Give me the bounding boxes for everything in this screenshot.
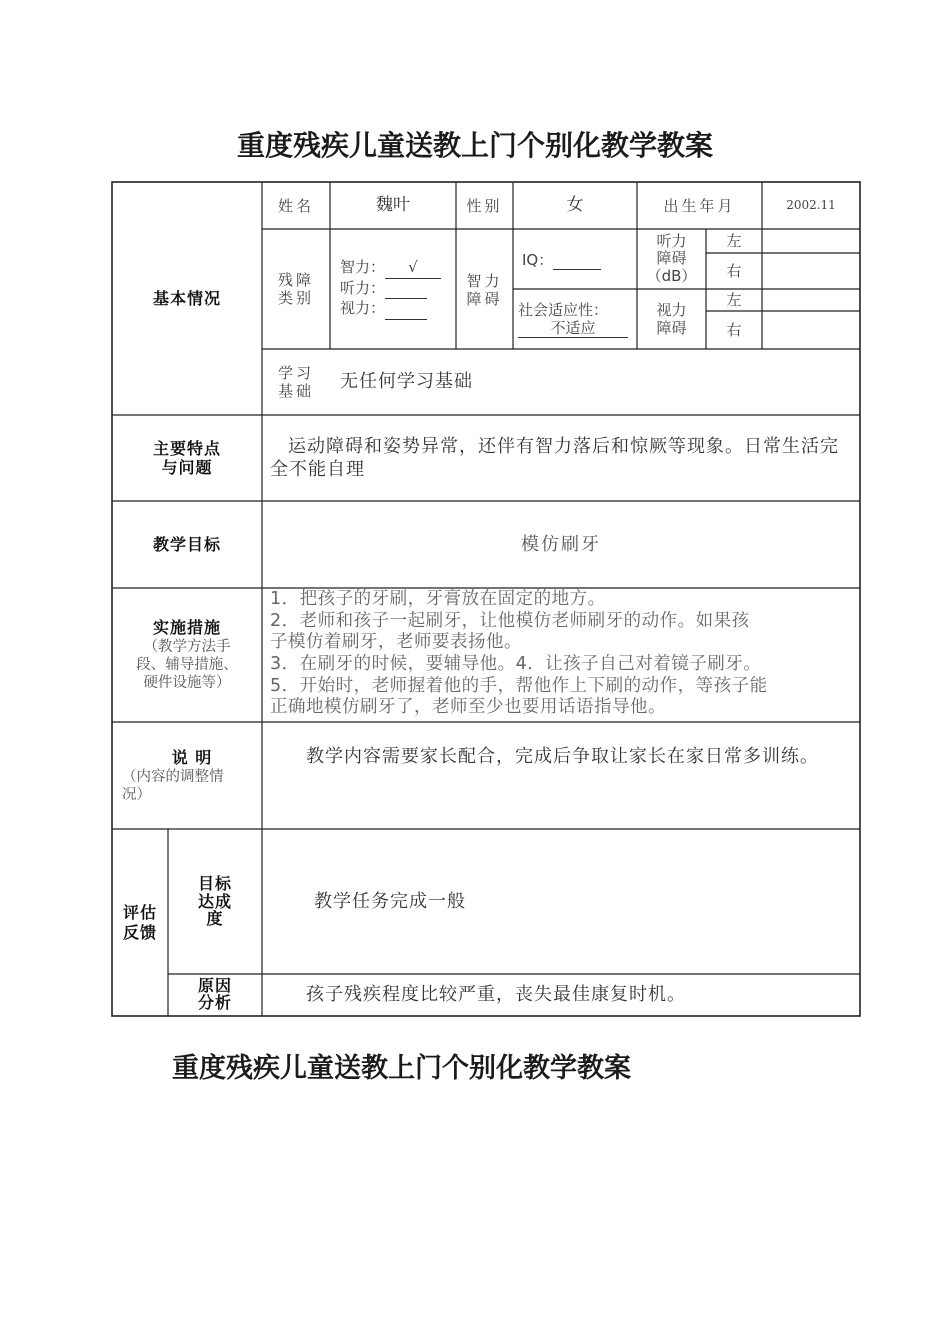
features-label <box>112 415 262 501</box>
footer-title: 重度残疾儿童送教上门个别化教学教案 <box>172 1053 631 1084</box>
hearing-left-label: 左 <box>726 232 742 250</box>
intel-disorder-line1: 智力 <box>466 272 503 290</box>
reason-label-line1: 原因 <box>197 976 232 996</box>
notes-title: 说 明 <box>171 747 213 767</box>
study-basis-label <box>262 349 330 415</box>
features-label-line1: 主要特点 <box>152 438 221 458</box>
vision-disorder-line1: 视力 <box>656 301 687 319</box>
achievement-text: 教学任务完成一般 <box>314 890 466 912</box>
measures-sub-line3: 硬件设施等） <box>143 675 231 692</box>
hearing-disorder-line3: （dB） <box>646 266 697 285</box>
intellect-row <box>340 258 441 279</box>
reason-text: 孩子残疾程度比较严重，丧失最佳康复时机。 <box>306 984 686 1006</box>
goal-label: 教学目标 <box>152 534 221 554</box>
features-text: 运动障碍和姿势异常，还伴有智力落后和惊厥等现象。日常生活完全不能自理 <box>270 435 839 480</box>
evaluation-label-line2: 反馈 <box>122 922 157 942</box>
measures-text <box>270 589 858 721</box>
achievement-label-line3: 度 <box>206 909 224 929</box>
measures-line: 正确地模仿刷牙了，老师至少也要用话语指导他。 <box>270 697 666 718</box>
disability-type-label-line1: 残障 <box>277 271 314 289</box>
features-label-line2: 与问题 <box>161 458 213 477</box>
notes-sub-line2: 况） <box>122 787 151 803</box>
study-basis-value: 无任何学习基础 <box>340 371 473 393</box>
achievement-label-line1: 目标 <box>197 874 232 894</box>
reason-label <box>168 974 262 1016</box>
gender-label: 性别 <box>466 196 503 215</box>
evaluation-label-line1: 评估 <box>122 903 157 923</box>
vision-blank <box>385 299 427 320</box>
notes-label <box>112 736 262 816</box>
intel-disorder-line2: 障碍 <box>466 290 503 308</box>
vision-label: 视力： <box>340 299 386 317</box>
measures-line: 1．把孩子的牙刷，牙膏放在固定的地方。 <box>270 589 606 609</box>
iq-label: IQ： <box>522 251 554 269</box>
iq-row <box>522 245 632 275</box>
reason-label-line2: 分析 <box>197 993 232 1012</box>
vision-right-label: 右 <box>726 321 742 339</box>
disability-type-label <box>262 229 330 349</box>
social-value: 不适应 <box>518 319 628 338</box>
social-adapt <box>518 290 636 348</box>
measures-sub-line2: 段、辅导措施、 <box>136 656 238 673</box>
vision-disorder-line2: 障碍 <box>656 319 687 337</box>
achievement-label-line2: 达成 <box>197 891 232 911</box>
goal-text: 模仿刷牙 <box>521 533 601 555</box>
vision-disorder-label <box>637 289 706 349</box>
hearing-right-label: 右 <box>726 262 742 280</box>
measures-line: 3．在刷牙的时候，要辅导他。4．让孩子自己对着镜子刷牙。 <box>270 654 762 675</box>
intel-disorder-label <box>456 265 513 315</box>
achievement-label <box>168 829 262 974</box>
hearing-row <box>340 279 427 300</box>
intellect-label: 智力： <box>340 258 386 276</box>
gender-value: 女 <box>566 195 584 216</box>
intellect-check: √ <box>385 258 441 279</box>
measures-sub-line1: （教学方法手 <box>143 638 231 655</box>
name-value: 魏叶 <box>376 195 410 216</box>
birth-value: 2002.11 <box>786 198 836 213</box>
social-label: 社会适应性： <box>518 300 609 319</box>
name-label: 姓名 <box>277 196 314 215</box>
notes-sub-line1: （内容的调整情 <box>122 768 224 785</box>
measures-line: 2．老师和孩子一起刷牙，让他模仿老师刷牙的动作。如果孩 <box>270 610 750 631</box>
birth-label: 出生年月 <box>663 196 736 215</box>
study-basis-line1: 学习 <box>277 364 314 382</box>
measures-label <box>112 588 262 722</box>
hearing-disorder-label <box>637 229 706 289</box>
hearing-blank <box>385 279 427 300</box>
evaluation-label <box>112 829 168 1016</box>
iq-blank <box>553 251 601 270</box>
hearing-label: 听力： <box>340 278 386 297</box>
disability-type-label-line2: 类别 <box>277 289 314 307</box>
basic-info-label: 基本情况 <box>152 288 221 308</box>
vision-row <box>340 299 427 320</box>
disability-type-values <box>340 258 456 324</box>
hearing-disorder-line1: 听力 <box>656 232 687 251</box>
notes-text: 教学内容需要家长配合，完成后争取让家长在家日常多训练。 <box>306 746 819 767</box>
vision-left-label: 左 <box>726 291 742 309</box>
page-title: 重度残疾儿童送教上门个别化教学教案 <box>236 129 713 162</box>
measures-line: 5．开始时，老师握着他的手，帮他作上下刷的动作，等孩子能 <box>270 675 768 696</box>
hearing-disorder-line2: 障碍 <box>656 249 687 268</box>
measures-line: 子模仿着刷牙，老师要表扬他。 <box>270 632 522 653</box>
study-basis-line2: 基础 <box>277 382 314 400</box>
measures-title: 实施措施 <box>152 617 221 637</box>
